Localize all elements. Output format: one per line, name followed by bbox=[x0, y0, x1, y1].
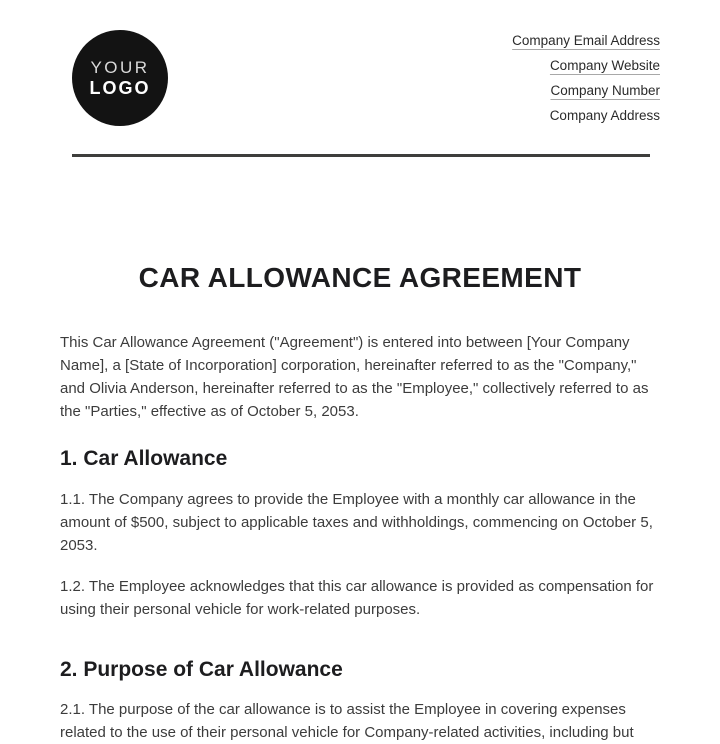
logo-text-your: YOUR bbox=[90, 57, 150, 77]
section-2-heading: 2. Purpose of Car Allowance bbox=[60, 658, 343, 681]
clause-1-1: 1.1. The Company agrees to provide the Employee with a monthly car allowance in the amount of $500, subject to applicable taxes and withholdings, commencing on October 5, 2053. bbox=[60, 491, 653, 554]
company-logo bbox=[72, 30, 168, 126]
contact-company-address: Company Address bbox=[549, 108, 660, 123]
document-title: CAR ALLOWANCE AGREEMENT bbox=[138, 262, 582, 293]
header-divider bbox=[72, 154, 650, 157]
contact-company-email-link[interactable]: Company Email Address bbox=[512, 33, 660, 48]
clause-1-2: 1.2. The Employee acknowledges that this car allowance is provided as compensation for using their personal vehicle for work-related purposes. bbox=[60, 578, 654, 618]
logo-text-logo: LOGO bbox=[89, 77, 151, 98]
contact-company-website-link[interactable]: Company Website bbox=[549, 58, 660, 73]
document-header bbox=[60, 0, 660, 134]
company-contact-block bbox=[512, 34, 660, 134]
intro-paragraph: This Car Allowance Agreement ("Agreement") is entered into between [Your Company Name], a [State of Incorporation] corporation, hereinafter referred to as the "Company," and Olivia Anderson, hereinafter referred to as the "Employee," collectively referred to as the "Parties," effective as of October 5, 2053. bbox=[60, 334, 649, 420]
clause-2-1: 2.1. The purpose of the car allowance is to assist the Employee in covering expenses related to the use of their personal vehicle for Company-related activities, including but bbox=[60, 701, 634, 741]
section-1-heading: 1. Car Allowance bbox=[60, 447, 228, 470]
contact-company-number-link[interactable]: Company Number bbox=[550, 83, 660, 98]
